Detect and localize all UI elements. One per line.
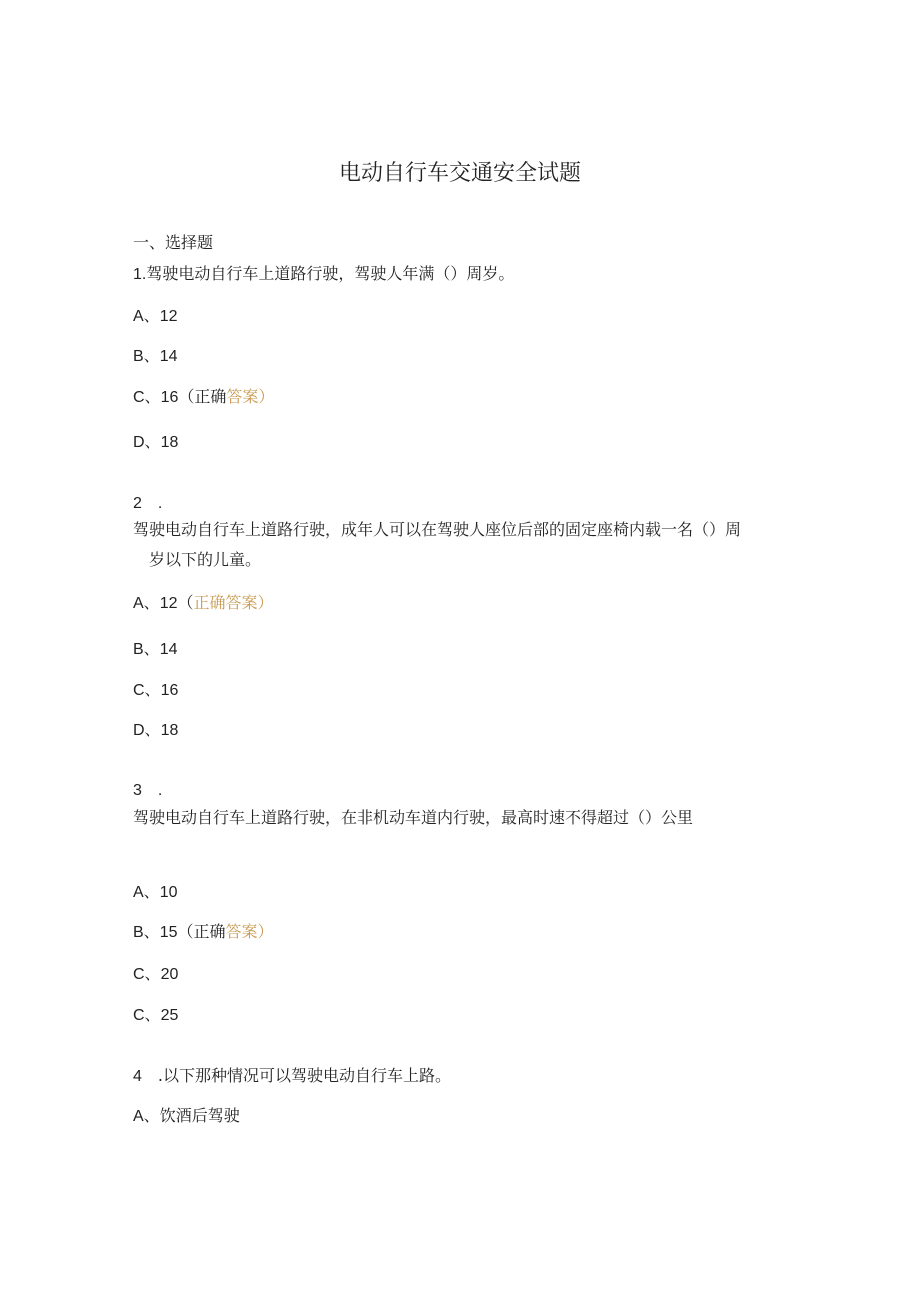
option-letter: A、 (133, 884, 160, 901)
option-letter: B、 (133, 924, 160, 941)
q3-option-d (133, 1005, 178, 1026)
option-value: 12 (159, 595, 178, 612)
question-2-text-line-1: 驾驶电动自行车上道路行驶，成年人可以在驾驶人座位后部的固定座椅内载一名（）周 (133, 520, 742, 539)
question-4-text: .以下那种情况可以驾驶电动自行车上路。 (157, 1066, 451, 1085)
answer-mark: （正确 (177, 922, 226, 941)
option-letter: C、 (133, 389, 161, 406)
option-value: 12 (159, 308, 178, 325)
question-4 (133, 1066, 451, 1087)
option-value: 14 (159, 348, 178, 365)
q3-option-c (133, 964, 178, 985)
option-letter: C、 (133, 682, 161, 699)
option-value: 25 (160, 1007, 179, 1024)
option-value: 10 (159, 884, 178, 901)
q2-option-b (133, 639, 177, 660)
option-value: 16 (160, 389, 179, 406)
option-letter: D、 (133, 434, 161, 451)
answer-mark: （正确 (178, 387, 227, 406)
option-letter: C、 (133, 966, 161, 983)
answer-mark-highlight: 正确答案） (193, 593, 274, 612)
option-letter: D、 (133, 722, 161, 739)
q2-option-a (133, 593, 274, 614)
answer-mark-highlight: 答案） (225, 922, 274, 941)
q1-option-c (133, 387, 274, 408)
option-letter: C、 (133, 1007, 161, 1024)
question-1 (133, 264, 514, 285)
option-value: 16 (160, 682, 179, 699)
document-title: 电动自行车交通安全试题 (338, 161, 581, 186)
q1-option-b (133, 346, 177, 367)
option-value: 饮酒后驾驶 (159, 1106, 240, 1125)
q3-option-b (133, 922, 274, 943)
answer-mark-highlight: 答案） (226, 387, 275, 406)
answer-mark: （ (177, 593, 194, 612)
q2-option-c (133, 680, 178, 701)
option-letter: A、 (133, 1108, 160, 1125)
question-3-text: 驾驶电动自行车上道路行驶，在非机动车道内行驶，最高时速不得超过（）公里 (133, 808, 694, 827)
q3-option-a (133, 882, 177, 903)
q1-option-a (133, 306, 177, 327)
question-3-number: 3 . (133, 782, 163, 799)
option-value: 20 (160, 966, 179, 983)
question-1-text: 驾驶电动自行车上道路行驶，驾驶人年满（）周岁。 (146, 264, 515, 283)
option-value: 18 (160, 722, 179, 739)
section-heading: 一、选择题 (133, 233, 214, 252)
question-4-number: 4 (133, 1068, 158, 1085)
q4-option-a (133, 1106, 240, 1127)
q1-option-d (133, 432, 178, 453)
question-1-number: 1. (133, 266, 147, 283)
question-2-number: 2 . (133, 495, 163, 512)
option-value: 14 (159, 641, 178, 658)
option-letter: A、 (133, 308, 160, 325)
option-letter: A、 (133, 595, 160, 612)
option-value: 18 (160, 434, 179, 451)
option-letter: B、 (133, 348, 160, 365)
option-value: 15 (159, 924, 178, 941)
question-2-text-line-2: 岁以下的儿童。 (149, 550, 262, 569)
option-letter: B、 (133, 641, 160, 658)
q2-option-d (133, 720, 178, 741)
